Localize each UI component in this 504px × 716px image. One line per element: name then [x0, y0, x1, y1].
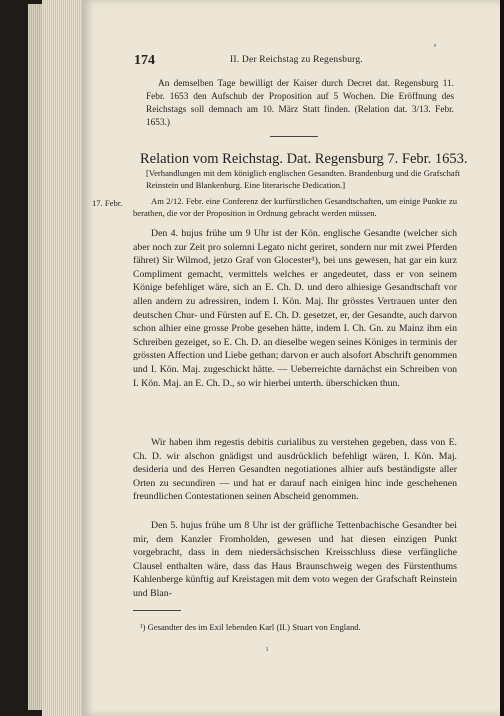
- section-subtitle: [Verhandlungen mit dem königlich englischen Gesandten. Brandenburg und die Grafschaft Reinstein und Blankenburg. Eine literarische Dedication.]: [146, 168, 460, 190]
- page-number: 174: [134, 53, 155, 68]
- intro-paragraph: An demselben Tage bewilligt der Kaiser durch Decret dat. Regensburg 11. Febr. 1653 den Aufschub der Proposition auf 5 Wochen. Die Eröffnung des Reichstags soll demnach am 10. März Statt finden. (Relation dat. 3/13. Febr. 1653.): [146, 79, 454, 128]
- bottom-mark: ı: [266, 644, 269, 653]
- footnote: ¹) Gesandter des im Exil lebenden Karl (II.) Stuart von England.: [140, 622, 361, 632]
- right-border: [500, 0, 504, 716]
- corner-mark: ᵉ: [434, 41, 437, 51]
- book-spine-edge: [28, 4, 42, 710]
- opening-paragraph: Am 2/12. Febr. eine Conferenz der kurfürstlichen Gesandtschaften, um einige Punkte zu berathen, die vor der Proposition in Ordnung gebracht werden müssen.: [133, 196, 457, 218]
- footnote-rule: [133, 610, 181, 611]
- running-head: II. Der Reichstag zu Regensburg.: [230, 55, 363, 65]
- section-divider: [270, 136, 318, 137]
- page-stack-edge: [42, 0, 82, 716]
- body-paragraph: Den 5. hujus frühe um 8 Uhr ist der gräfliche Tettenbachische Gesandter bei mir, dem Kanzler Fromholden, gewesen und hat diesen einzigen Punkt vorgebracht, dass in dem niedersächsischen Kreisschluss diese verfängliche Clausel enthalten wäre, dass das Haus Braunschweig wegen des Fürstenthums Kahlenberge künftig auf Kreistagen mit dem voto wegen der Grafschaft Reinstein und Blan-: [133, 520, 457, 599]
- body-paragraph: Wir haben ihm regestis debitis curialibus zu verstehen gegeben, dass von E. Ch. D. wir alschon gnädigst und ausdrücklich befehligt wären, I. Kön. Maj. desideria und des Herren Gesandten negotiationes alhier aufs beständigste aller Orten zu secundiren — und hat er darauf nach einigen hinc inde geschehenen freundlichen Contestationen seinen Abscheid genommen.: [133, 437, 457, 503]
- section-title: Relation vom Reichstag. Dat. Regensburg 7. Febr. 1653.: [140, 151, 468, 167]
- body-paragraph: Den 4. hujus frühe um 9 Uhr ist der Kön. englische Gesandte (welcher sich aber noch zur Zeit pro solemni Legato nicht geriret, sondern nur mit zwei Pferden fähret) Sir Wilmod, jetzo Graf von Glocester¹), bei uns gewesen, hat gar ein kurz Compliment gemacht, vermittels welches er angedeutet, dass er von seinem Könige befehliget wäre, sich an E. Ch. D. und dero alhiesige Gesandtschaft vor allen andern zu adressiren, indem I. Kön. Maj. Ihr grösstes Vertrauen unter den deutschen Chur- und Fürsten auf E. Ch. D. gesetzet, er, der Gesandte, auch darvon schon alhier eine grosse Probe gesehen hätte, indem I. Ch. Gn. zu Mainz ihm ein Schreiben gezeiget, so E. Ch. D. an dieselbe wegen seines Königes in terminis der grössten Affection und Liebe gethan; darvon er auch alsofort Abschrift genommen und I. Kön. Maj. zugeschickt hätte. — Ueberreichte darnächst ein Schreiben von I. Kön. Maj. an E. Ch. D., so wir hierbei unterth. überschicken thun.: [133, 228, 457, 389]
- margin-date: 17. Febr.: [92, 198, 123, 208]
